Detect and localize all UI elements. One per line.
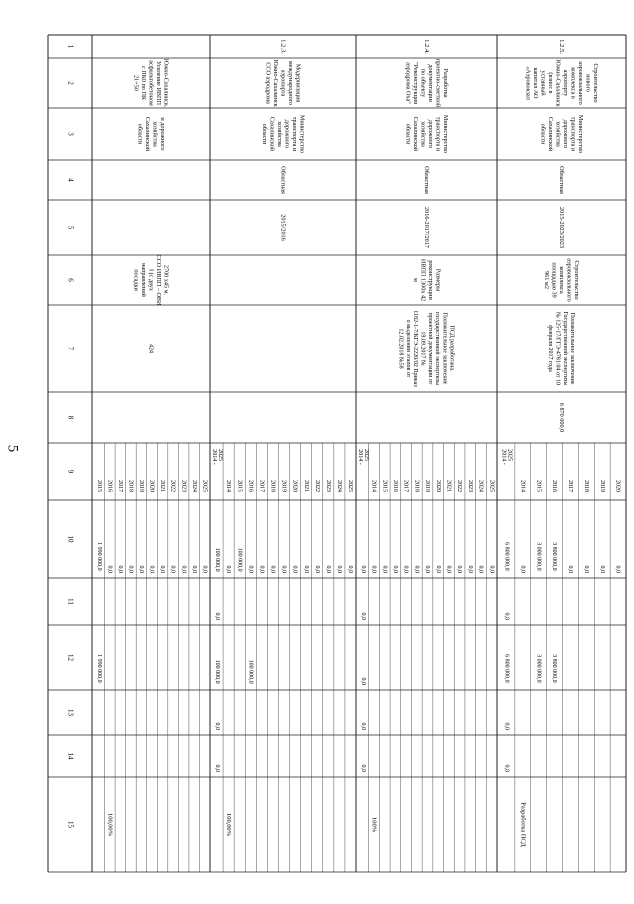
svg-text:проектно-сметной: проектно-сметной [434,58,442,108]
budget-level [558,166,565,194]
executor [136,117,166,152]
header-number-7: 7 [66,346,75,351]
year: 2020 [291,480,298,492]
year: 2015 [381,480,388,492]
svg-text:уставный: уставный [539,70,547,96]
amount: 0,0 [614,565,621,573]
svg-text:2015/2016: 2015/2016 [279,214,287,241]
amount: 0,0 [258,565,265,573]
svg-text:2015-2023/2023: 2015-2023/2023 [558,207,566,248]
amount: 3 000 000,0 [535,542,542,571]
svg-text:хозяйства: хозяйства [151,121,159,147]
svg-text:961 м2: 961 м2 [543,271,551,289]
svg-text:19.09.2017 №: 19.09.2017 № [419,331,426,366]
amount: 0,0 [477,565,484,573]
svg-text:21+50: 21+50 [132,75,140,91]
amount: 100 000,0 [214,547,221,572]
year: 2017 [116,480,123,492]
amount: 0,0 [402,565,409,573]
svg-text:ССО аэродрома: ССО аэродрома [264,62,272,104]
result: 100,00% [106,813,114,836]
svg-text:о выделении этапов от: о выделении этапов от [404,319,411,378]
amount: 0,0 [127,565,134,573]
estimated-cost [558,403,565,432]
year: 2025 [347,480,354,492]
amount: 0,0 [359,764,366,772]
svg-text:Государственной экспертизы: Государственной экспертизы [561,311,568,386]
amount: 0,0 [567,565,574,573]
executor [261,115,306,153]
header-number-8: 8 [66,415,75,420]
page-number: 5 [4,444,21,453]
svg-text:Министерство: Министерство [441,114,449,154]
svg-text:проектной документации от: проектной документации от [426,312,433,385]
year: 2014 [370,480,377,492]
amount: 0,0 [359,612,366,620]
year: 2024 [190,480,197,492]
year: 2015 [535,480,542,492]
year: 2020 [434,480,441,492]
amount: 100 000,0 [236,547,243,572]
svg-text:ИВПП 1300х 42: ИВПП 1300х 42 [419,258,427,302]
year: 2018 [582,480,589,492]
amount: 1 990 000,0 [95,654,102,683]
amount: 0,0 [359,722,366,730]
period [423,207,430,248]
svg-text:хозяйства: хозяйства [275,121,283,147]
year: 2017 [258,480,265,492]
result: Разработка ПСД [519,802,527,847]
svg-text:с ПК0 по ПК: с ПК0 по ПК [140,65,148,101]
amount: 0,0 [445,565,452,573]
year: 2015 [95,480,102,492]
svg-text:Размеры: Размеры [434,268,442,292]
amount: 0,0 [225,565,232,573]
svg-text:международного: международного [287,60,295,106]
svg-text:Южно-Сахалинск: Южно-Сахалинск [554,59,562,107]
amount: 0,0 [488,565,495,573]
year: 2022 [169,480,176,492]
amount: 0,0 [291,565,298,573]
svg-text:Сахалинской: Сахалинской [546,116,554,152]
svg-text:и дорожного: и дорожного [158,117,166,151]
svg-text:1.2.3.: 1.2.3. [279,39,287,54]
amount: 0,0 [324,565,331,573]
svg-text:направлений: направлений [140,263,148,297]
table-grid [48,35,626,872]
object-name [524,59,599,107]
year: 2021 [159,480,166,492]
svg-text:ПСД разработана.: ПСД разработана. [448,325,455,372]
svg-text:транспорта и: транспорта и [290,116,298,152]
capacity [133,254,170,306]
row-number [423,39,430,54]
year: 2018 [269,480,276,492]
year: 2017 [567,480,574,492]
budget-level [280,166,287,194]
result: 100% [370,817,378,832]
year: 2018 [127,480,134,492]
svg-text:хозяйства: хозяйства [419,121,427,147]
header-number-5: 5 [66,225,75,230]
year: 2024 [477,480,484,492]
year: 2019 [280,480,287,492]
amount: 0,0 [598,565,605,573]
svg-text:424: 424 [147,344,154,353]
header-number-3: 3 [66,132,75,136]
amount: 0,0 [106,565,113,573]
svg-text:февраля 2017 года: февраля 2017 года [547,325,554,372]
year: 2016 [247,480,254,492]
svg-text:аэродрома Оха": аэродрома Оха" [404,62,412,104]
object-name [133,59,170,108]
year: 2025 [488,480,495,492]
period [558,207,565,248]
svg-text:комплекса в: комплекса в [569,67,577,99]
svg-text:Областная: Областная [423,166,431,194]
amount: 0,0 [148,565,155,573]
svg-text:дорожного: дорожного [426,119,434,149]
amount: 0,0 [214,764,221,772]
amount: 0,0 [503,612,510,620]
header-number-15: 15 [66,821,75,828]
year: 2020 [148,480,155,492]
year: 2019 [598,480,605,492]
svg-text:Сахалинской: Сахалинской [268,116,276,152]
project-docs [398,310,456,387]
amount: 0,0 [116,565,123,573]
svg-text:комплекса: комплекса [558,266,566,294]
svg-text:Разработка: Разработка [441,68,449,98]
object-name [265,59,302,107]
result: 100,00% [225,813,233,836]
capacity [543,258,580,302]
svg-text:2700 х45 м.: 2700 х45 м. [162,264,170,296]
svg-text:асфальтобетоном: асфальтобетоном [147,60,155,106]
amount: 0,0 [519,565,526,573]
year: 2023 [466,480,473,492]
svg-text:Сахалинской: Сахалинской [143,116,151,152]
amount: 3 000 000,0 [535,654,542,683]
year: 2024 [336,480,343,492]
amount: 0,0 [582,565,589,573]
year: 2025 [506,449,513,461]
svg-text:(взнос в: (взнос в [546,72,554,94]
svg-text:Строительство: Строительство [573,260,581,300]
year: 2022 [313,480,320,492]
year: 2014 - [356,449,363,465]
amount: 0,0 [138,565,145,573]
year: 2014 - [500,449,507,465]
amount: 0,0 [359,565,366,573]
row-number [558,39,565,54]
svg-text:аэропорта: аэропорта [279,69,287,97]
svg-text:капитал АО: капитал АО [531,67,539,99]
svg-text:I (с двух: I (с двух [147,268,155,292]
year: 2019 [424,480,431,492]
year: 2022 [456,480,463,492]
svg-text:Сахалинской: Сахалинской [411,116,419,152]
year: 2014 - [211,449,218,465]
amount: 0,0 [359,677,366,685]
row-number [279,39,286,54]
svg-text:Положительное заключение: Положительное заключение [569,312,576,385]
capacity [412,259,442,301]
amount: 0,0 [503,764,510,772]
amount: 0,0 [180,565,187,573]
year: 2021 [445,480,452,492]
header-number-11: 11 [66,598,75,605]
amount: 6 800 000,0 [503,542,510,571]
amount: 0,0 [392,565,399,573]
svg-text:ССО ИВПП – ОВИ: ССО ИВПП – ОВИ [155,254,163,306]
svg-text:1182-1-7/КГЭ-2220/02 Приказ: 1182-1-7/КГЭ-2220/02 Приказ [412,310,419,387]
svg-text:Усиление ИВПП: Усиление ИВПП [155,61,163,105]
amount: 0,0 [269,565,276,573]
amount: 0,0 [347,565,354,573]
amount: 0,0 [413,565,420,573]
svg-text:Областная: Областная [558,166,566,194]
svg-text:транспорта и: транспорта и [569,116,577,152]
amount: 0,0 [503,722,510,730]
year: 2014 [225,480,232,492]
amount: 0,0 [247,565,254,573]
svg-text:аэровокзального: аэровокзального [576,61,584,105]
year: 2017 [402,480,409,492]
header-number-14: 14 [66,752,75,760]
svg-text:нового: нового [584,74,592,92]
svg-text:дорожного: дорожного [283,119,291,149]
svg-text:Модернизация: Модернизация [294,63,302,103]
header-number-10: 10 [66,535,75,543]
project-docs [148,344,154,353]
header-number-13: 13 [66,709,75,716]
svg-text:государственной экспертизы: государственной экспертизы [434,311,441,386]
svg-text:6 870 000,0: 6 870 000,0 [558,402,566,433]
year: 2023 [180,480,187,492]
amount: 0,0 [434,565,441,573]
svg-text:области: области [404,123,412,145]
year: 2025 [217,449,224,461]
amount: 0,0 [159,565,166,573]
year: 2015 [236,480,243,492]
svg-text:Строительство: Строительство [591,63,599,103]
amount: 0,0 [381,565,388,573]
svg-text:Положительное заключение: Положительное заключение [441,312,448,385]
header-number-1: 1 [66,44,75,49]
svg-text:посадки: посадки [132,269,140,291]
svg-text:№ 125-17/ГГЭ-4781/04 от 10: № 125-17/ГГЭ-4781/04 от 10 [554,312,561,385]
header-number-4: 4 [66,178,75,182]
svg-text:области: области [539,123,547,145]
svg-text:м: м [411,278,419,282]
amount: 0,0 [201,565,208,573]
svg-text:аэропорту: аэропорту [561,69,569,97]
header-number-12: 12 [66,654,75,661]
year: 2016 [392,480,399,492]
svg-text:аэровокзального: аэровокзального [565,258,573,302]
svg-text:1.2.4.: 1.2.4. [422,39,430,54]
year: 2021 [302,480,309,492]
amount: 0,0 [336,565,343,573]
amount: 3 800 000,0 [551,654,558,683]
object-name [404,59,449,108]
year: 2023 [324,480,331,492]
amount: 6 800 000,0 [503,654,510,683]
svg-text:площадью 39: площадью 39 [550,262,558,298]
amount: 0,0 [424,565,431,573]
svg-text:хозяйства: хозяйства [554,121,562,147]
svg-text:Южно-Сахалинск: Южно-Сахалинск [272,59,280,107]
year: 2016 [106,480,113,492]
year: 2014 [519,480,526,492]
svg-text:области: области [260,123,268,145]
svg-text:реконструкции: реконструкции [426,260,434,300]
period [280,214,287,240]
svg-text:«Аэровокзал: «Аэровокзал [524,66,532,100]
amount: 100 000,0 [214,659,221,684]
year: 2016 [551,480,558,492]
header-number-6: 6 [66,278,75,282]
svg-text:Министерство: Министерство [576,114,584,154]
header-number-9: 9 [66,469,75,474]
amount: 1 990 000,0 [95,542,102,571]
year: 2019 [138,480,145,492]
amount: 0,0 [214,722,221,730]
amount: 0,0 [466,565,473,573]
svg-text:2016-2017/2017: 2016-2017/2017 [423,207,431,248]
header-number-2: 2 [66,81,75,85]
svg-text:Южно-Сахалинск.: Южно-Сахалинск. [162,58,170,108]
amount: 0,0 [370,565,377,573]
svg-text:"Реконструкция: "Реконструкция [411,62,419,104]
amount: 0,0 [280,565,287,573]
svg-text:области: области [136,123,144,145]
svg-text:документации: документации [426,64,434,102]
amount: 0,0 [302,565,309,573]
svg-text:Областная: Областная [279,166,287,194]
svg-text:дорожного: дорожного [561,119,569,149]
svg-text:1.2.5.: 1.2.5. [557,39,565,54]
svg-text:Министерство: Министерство [298,114,306,154]
year: 2018 [413,480,420,492]
project-docs [547,312,575,386]
svg-text:по объекту: по объекту [419,68,427,98]
amount: 0,0 [456,565,463,573]
svg-text:транспорта и: транспорта и [434,116,442,152]
year: 2020 [614,480,621,492]
executor [404,115,449,153]
svg-text:12.02.2018 №58: 12.02.2018 №58 [397,328,404,369]
budget-level [423,166,430,194]
amount: 0,0 [169,565,176,573]
year: 2025 [201,480,208,492]
executor [539,115,584,153]
amount: 0,0 [313,565,320,573]
amount: 0,0 [214,612,221,620]
year: 2025 [362,449,369,461]
amount: 3 800 000,0 [551,542,558,571]
amount: 100 000,0 [247,659,254,684]
amount: 0,0 [190,565,197,573]
